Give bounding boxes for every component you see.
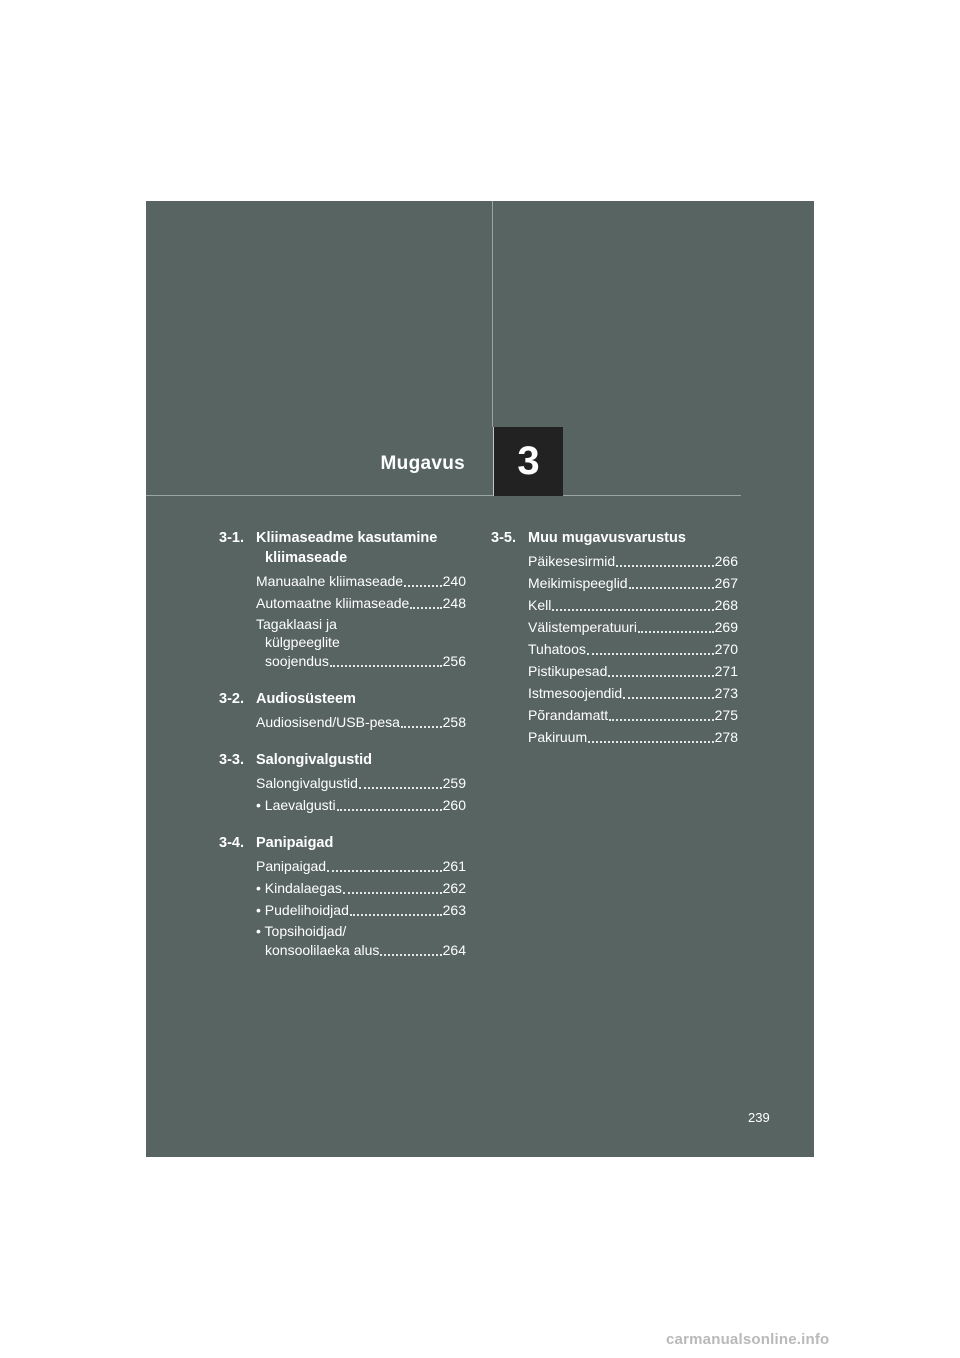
toc-entry[interactable]	[528, 705, 738, 725]
entry-label: Pakiruum	[528, 729, 588, 745]
entry-page: 278	[714, 729, 738, 745]
dot-leader	[552, 609, 713, 611]
section-heading	[219, 528, 466, 568]
dot-leader	[337, 809, 442, 811]
entry-label: • Laevalgusti	[256, 797, 336, 813]
entry-page: 264	[442, 942, 466, 958]
toc-left-column	[219, 528, 466, 978]
entry-page: 273	[714, 685, 738, 701]
toc-entry[interactable]	[256, 571, 466, 591]
section-heading	[491, 528, 738, 548]
dot-leader	[359, 787, 442, 789]
entry-label: Automaatne kliimaseade	[256, 595, 410, 611]
entry-label: Tuhatoos	[528, 641, 586, 657]
toc-entry[interactable]	[256, 712, 466, 732]
entry-label: Manuaalne kliimaseade	[256, 573, 404, 589]
section-number: 3-1.	[219, 530, 244, 546]
entry-label: Tagaklaasi ja	[256, 616, 337, 632]
entry-page: 269	[714, 619, 738, 635]
dot-leader	[623, 697, 713, 699]
section-heading	[219, 833, 466, 853]
toc-section	[219, 528, 466, 671]
entry-page: 260	[442, 797, 466, 813]
section-title: Muu mugavusvarustus	[528, 530, 686, 546]
section-number: 3-5.	[491, 530, 516, 546]
section-number: 3-2.	[219, 691, 244, 707]
entry-page: 240	[442, 573, 466, 589]
dot-leader	[588, 741, 714, 743]
entry-page: 268	[714, 597, 738, 613]
toc-entry[interactable]	[256, 593, 466, 613]
entry-page: 262	[442, 880, 466, 896]
entry-label: • Pudelihoidjad	[256, 902, 349, 918]
section-number: 3-3.	[219, 752, 244, 768]
toc-entry[interactable]	[528, 595, 738, 615]
entry-page: 263	[442, 902, 466, 918]
entry-page: 258	[442, 714, 466, 730]
dot-leader	[343, 892, 442, 894]
section-heading	[219, 689, 466, 709]
horizontal-divider	[146, 495, 741, 496]
entry-label-cont: konsoolilaeka alus	[265, 942, 380, 958]
dot-leader	[587, 653, 714, 655]
toc-entry[interactable]	[256, 878, 466, 898]
toc-entry[interactable]	[528, 617, 738, 637]
toc-section	[219, 833, 466, 960]
entry-page: 248	[442, 595, 466, 611]
toc-entry[interactable]	[256, 900, 466, 920]
section-heading	[219, 750, 466, 770]
entry-label: Päikesesirmid	[528, 553, 616, 569]
dot-leader	[629, 587, 714, 589]
entry-page: 259	[442, 775, 466, 791]
entry-label-cont: soojendus	[265, 653, 329, 669]
entry-label: Põrandamatt	[528, 707, 609, 723]
section-title: Kliimaseadme kasutamine	[256, 530, 438, 546]
chapter-number: 3	[517, 439, 540, 483]
vertical-divider	[492, 201, 493, 427]
entry-label: Salongivalgustid	[256, 775, 358, 791]
toc-entry[interactable]	[528, 551, 738, 571]
section-title-cont: kliimaseade	[265, 550, 348, 566]
toc-entry[interactable]	[256, 773, 466, 793]
dot-leader	[616, 565, 714, 567]
chapter-number-box	[493, 427, 563, 496]
page-number: 239	[748, 1110, 770, 1125]
entry-label: • Topsihoidjad/	[256, 923, 347, 939]
toc-section	[219, 750, 466, 815]
toc-entry[interactable]	[528, 661, 738, 681]
section-title: Panipaigad	[256, 835, 334, 851]
toc-entry[interactable]	[528, 683, 738, 703]
watermark: carmanualsonline.info	[666, 1331, 830, 1348]
entry-page: 267	[714, 575, 738, 591]
entry-label: Pistikupesad	[528, 663, 608, 679]
entry-page: 271	[714, 663, 738, 679]
dot-leader	[638, 631, 714, 633]
entry-label: Audiosisend/USB-pesa	[256, 714, 400, 730]
toc-entry[interactable]	[256, 615, 466, 671]
dot-leader	[404, 585, 442, 587]
entry-label: Meikimispeeglid	[528, 575, 628, 591]
toc-entry[interactable]	[528, 573, 738, 593]
toc-entry[interactable]	[528, 727, 738, 747]
entry-label: Kell	[528, 597, 552, 613]
section-number: 3-4.	[219, 835, 244, 851]
entry-label-cont: külgpeeglite	[265, 634, 340, 650]
entry-page: 270	[714, 641, 738, 657]
entry-label: Panipaigad	[256, 858, 327, 874]
entry-label: • Kindalaegas	[256, 880, 342, 896]
toc-right-column	[491, 528, 738, 765]
dot-leader	[380, 954, 441, 956]
chapter-title: Mugavus	[380, 453, 465, 474]
dot-leader	[401, 726, 442, 728]
entry-page: 266	[714, 553, 738, 569]
entry-page: 256	[442, 653, 466, 669]
entry-label: Istmesoojendid	[528, 685, 623, 701]
toc-section	[219, 689, 466, 732]
toc-entry[interactable]	[256, 795, 466, 815]
toc-entry[interactable]	[256, 922, 466, 960]
entry-label: Välistemperatuuri	[528, 619, 637, 635]
entry-page: 275	[714, 707, 738, 723]
dot-leader	[608, 675, 713, 677]
toc-section	[491, 528, 738, 747]
section-title: Salongivalgustid	[256, 752, 373, 768]
section-title: Audiosüsteem	[256, 691, 356, 707]
dot-leader	[330, 665, 442, 667]
toc-entry[interactable]	[528, 639, 738, 659]
dot-leader	[350, 914, 442, 916]
dot-leader	[327, 870, 442, 872]
dot-leader	[410, 607, 441, 609]
dot-leader	[609, 719, 713, 721]
entry-page: 261	[442, 858, 466, 874]
toc-entry[interactable]	[256, 856, 466, 876]
